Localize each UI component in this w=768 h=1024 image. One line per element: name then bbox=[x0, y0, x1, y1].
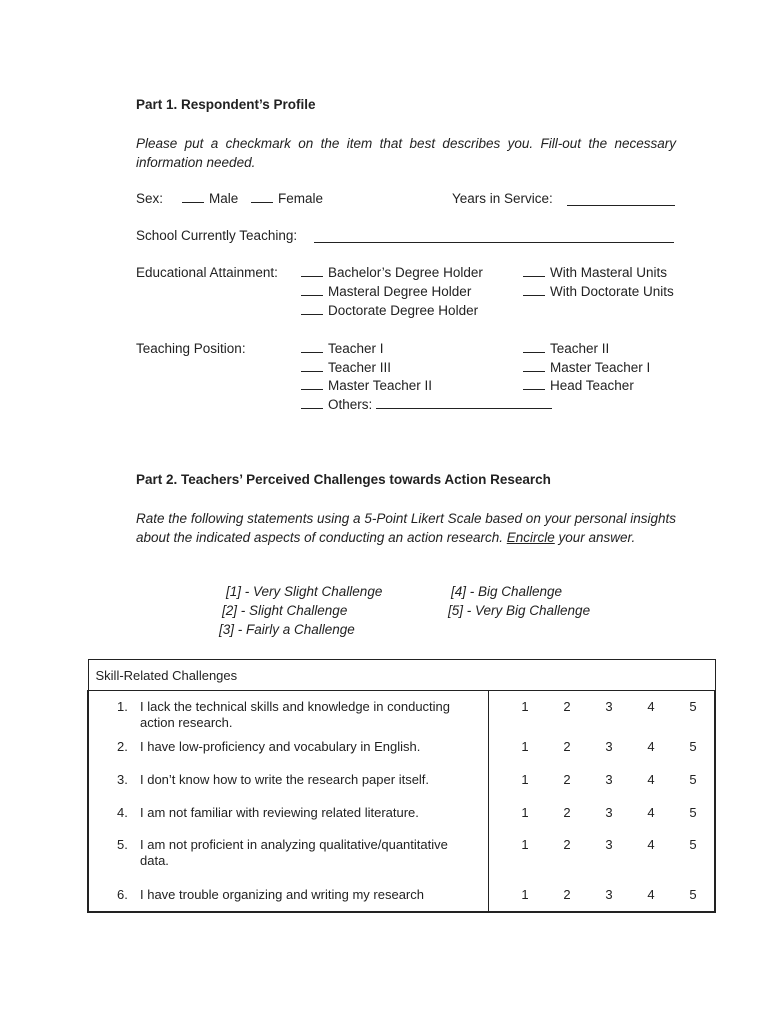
rating-2[interactable]: 2 bbox=[563, 837, 571, 852]
sex-option-male[interactable]: Male bbox=[182, 189, 238, 208]
rating-5[interactable]: 5 bbox=[689, 739, 697, 754]
legend-item-5: [5] - Very Big Challenge bbox=[448, 603, 591, 618]
rating-2[interactable]: 2 bbox=[563, 772, 571, 787]
table-row: 1. I lack the technical skills and knowledge in conducting action research. bbox=[117, 699, 451, 730]
rating-5[interactable]: 5 bbox=[689, 772, 697, 787]
educational-attainment-label: Educational Attainment: bbox=[136, 265, 278, 280]
table-row: 3. I don’t know how to write the research paper itself. bbox=[117, 772, 430, 787]
rating-3[interactable]: 3 bbox=[605, 772, 613, 787]
rating-3[interactable]: 3 bbox=[605, 699, 613, 714]
part1-instructions: Please put a checkmark on the item that best describes you. Fill-out the necessary information needed. bbox=[136, 136, 676, 170]
checkmark-blank[interactable] bbox=[523, 377, 545, 390]
rating-1[interactable]: 1 bbox=[521, 805, 529, 820]
rating-3[interactable]: 3 bbox=[605, 805, 613, 820]
table-row: 4. I am not familiar with reviewing related literature. bbox=[117, 805, 419, 820]
checkmark-blank[interactable] bbox=[523, 264, 545, 277]
rating-5[interactable]: 5 bbox=[689, 837, 697, 852]
item-text: I have low-proficiency and vocabulary in English. bbox=[140, 739, 421, 754]
rating-2[interactable]: 2 bbox=[563, 887, 571, 902]
item-text: I am not proficient in analyzing qualitative/quantitative data. bbox=[140, 837, 448, 868]
edu-option-masteral-units[interactable]: With Masteral Units bbox=[523, 263, 667, 282]
rating-3[interactable]: 3 bbox=[605, 739, 613, 754]
school-field[interactable] bbox=[314, 230, 674, 243]
rating-1[interactable]: 1 bbox=[521, 887, 529, 902]
checkmark-blank[interactable] bbox=[301, 283, 323, 296]
part2-instructions: Rate the following statements using a 5-Point Likert Scale based on your personal insights about the indicated aspects of conducting an action research. Encircle your answer. bbox=[136, 511, 676, 545]
rating-3[interactable]: 3 bbox=[605, 837, 613, 852]
sex-label: Sex: bbox=[136, 191, 164, 206]
table-section-header: Skill-Related Challenges bbox=[88, 660, 715, 691]
part1-title: Part 1. Respondent’s Profile bbox=[136, 97, 316, 112]
item-text: I don’t know how to write the research paper itself. bbox=[140, 772, 430, 787]
rating-4[interactable]: 4 bbox=[647, 772, 655, 787]
rating-4[interactable]: 4 bbox=[647, 837, 655, 852]
rating-1[interactable]: 1 bbox=[521, 837, 529, 852]
checkmark-blank[interactable] bbox=[523, 359, 545, 372]
item-text: I have trouble organizing and writing my research bbox=[140, 887, 424, 902]
checkmark-blank[interactable] bbox=[301, 359, 323, 372]
rating-scale bbox=[489, 887, 714, 903]
rating-scale bbox=[489, 739, 714, 755]
part2-title: Part 2. Teachers’ Perceived Challenges towards Action Research bbox=[136, 472, 551, 487]
legend-item-3: [3] - Fairly a Challenge bbox=[219, 622, 355, 637]
rating-5[interactable]: 5 bbox=[689, 699, 697, 714]
checkmark-blank[interactable] bbox=[523, 340, 545, 353]
years-in-service-label: Years in Service: bbox=[452, 191, 553, 206]
school-label: School Currently Teaching: bbox=[136, 228, 298, 243]
legend-item-2: [2] - Slight Challenge bbox=[222, 603, 348, 618]
position-option-others[interactable]: Others: bbox=[301, 395, 552, 414]
rating-4[interactable]: 4 bbox=[647, 699, 655, 714]
position-option-head-teacher[interactable]: Head Teacher bbox=[523, 376, 634, 395]
rating-scale bbox=[489, 805, 714, 821]
others-field[interactable] bbox=[376, 396, 552, 409]
table-row: 5. I am not proficient in analyzing qualitative/quantitative data. bbox=[117, 837, 448, 868]
position-option-master-teacher-1[interactable]: Master Teacher I bbox=[523, 358, 650, 377]
edu-option-doctorate-units[interactable]: With Doctorate Units bbox=[523, 282, 674, 301]
rating-2[interactable]: 2 bbox=[563, 739, 571, 754]
rating-3[interactable]: 3 bbox=[605, 887, 613, 902]
rating-1[interactable]: 1 bbox=[521, 699, 529, 714]
sex-option-female[interactable]: Female bbox=[251, 189, 323, 208]
skill-challenges-table bbox=[87, 659, 716, 913]
legend-item-4: [4] - Big Challenge bbox=[451, 584, 563, 599]
rating-5[interactable]: 5 bbox=[689, 805, 697, 820]
edu-option-masteral-degree[interactable]: Masteral Degree Holder bbox=[301, 282, 471, 301]
position-option-teacher-2[interactable]: Teacher II bbox=[523, 339, 609, 358]
checkmark-blank[interactable] bbox=[301, 302, 323, 315]
teaching-position-label: Teaching Position: bbox=[136, 341, 246, 356]
position-option-teacher-1[interactable]: Teacher I bbox=[301, 339, 384, 358]
legend-item-1: [1] - Very Slight Challenge bbox=[226, 584, 383, 599]
rating-scale bbox=[489, 837, 714, 853]
rating-2[interactable]: 2 bbox=[563, 805, 571, 820]
table-row: 6. I have trouble organizing and writing my research bbox=[117, 887, 424, 902]
checkmark-blank[interactable] bbox=[523, 283, 545, 296]
checkmark-blank[interactable] bbox=[301, 264, 323, 277]
checkmark-blank[interactable] bbox=[301, 377, 323, 390]
checkmark-blank[interactable] bbox=[301, 396, 323, 409]
rating-scale bbox=[489, 699, 714, 715]
rating-4[interactable]: 4 bbox=[647, 739, 655, 754]
rating-1[interactable]: 1 bbox=[521, 772, 529, 787]
table-row: 2. I have low-proficiency and vocabulary in English. bbox=[117, 739, 421, 754]
item-text: I am not familiar with reviewing related literature. bbox=[140, 805, 419, 820]
item-text: I lack the technical skills and knowledge in conducting action research. bbox=[140, 699, 451, 730]
position-option-teacher-3[interactable]: Teacher III bbox=[301, 358, 391, 377]
checkmark-blank[interactable] bbox=[301, 340, 323, 353]
rating-scale bbox=[489, 772, 714, 788]
rating-4[interactable]: 4 bbox=[647, 887, 655, 902]
years-in-service-field[interactable] bbox=[567, 193, 675, 206]
items-column bbox=[88, 691, 489, 913]
checkmark-blank[interactable] bbox=[182, 190, 204, 203]
rating-4[interactable]: 4 bbox=[647, 805, 655, 820]
rating-1[interactable]: 1 bbox=[521, 739, 529, 754]
edu-option-bachelors[interactable]: Bachelor’s Degree Holder bbox=[301, 263, 483, 282]
position-option-master-teacher-2[interactable]: Master Teacher II bbox=[301, 376, 432, 395]
rating-5[interactable]: 5 bbox=[689, 887, 697, 902]
scale-column bbox=[489, 691, 716, 913]
edu-option-doctorate-degree[interactable]: Doctorate Degree Holder bbox=[301, 301, 478, 320]
rating-2[interactable]: 2 bbox=[563, 699, 571, 714]
checkmark-blank[interactable] bbox=[251, 190, 273, 203]
